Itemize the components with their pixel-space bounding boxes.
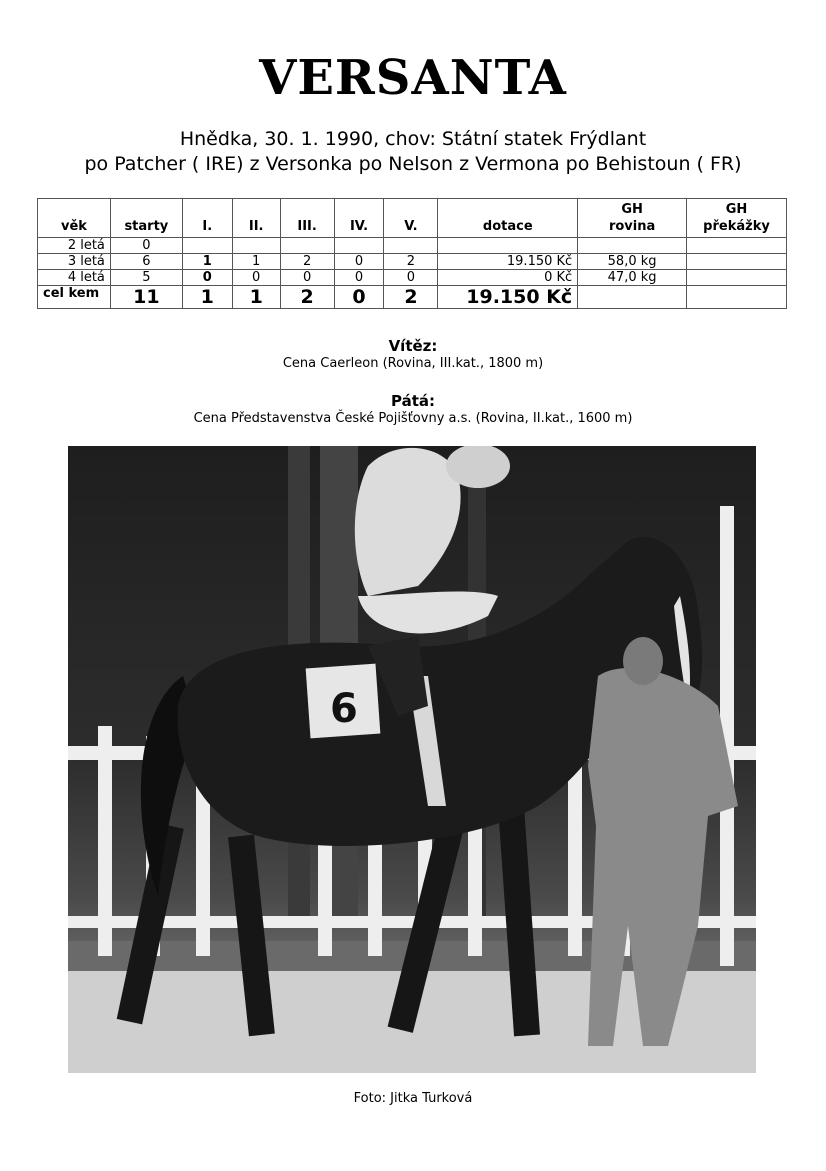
col-header-age: věk <box>38 199 111 238</box>
cell-total-prize: 19.150 Kč <box>438 286 578 309</box>
cell-gh-hurdle <box>687 254 787 270</box>
cell-p2 <box>232 238 280 254</box>
fifth-heading: Pátá: <box>390 392 435 410</box>
gh-hurdle-top: GH <box>725 202 748 217</box>
cell-gh-hurdle <box>687 270 787 286</box>
table-row <box>38 238 787 254</box>
cell-total-p3: 2 <box>280 286 334 309</box>
col-header-third: III. <box>280 199 334 238</box>
table-total-row <box>38 286 787 309</box>
horse-details: Hnědka, 30. 1. 1990, chov: Státní statek Frýdlant <box>179 128 647 150</box>
gh-flat-bottom: rovina <box>608 219 656 234</box>
pedigree-line: po Patcher ( IRE) z Versonka po Nelson z Vermona po Behistoun ( FR) <box>84 153 742 175</box>
cell-age: 2 letá <box>38 238 111 254</box>
cell-p1: 1 <box>182 254 232 270</box>
col-header-gh-flat <box>578 199 687 238</box>
cell-p1 <box>182 238 232 254</box>
table-header-row <box>38 199 787 238</box>
horse-name-title: VERSANTA <box>259 50 567 106</box>
fifth-race: Cena Představenstva České Pojišťovny a.s. (Rovina, II.kat., 1600 m) <box>193 411 633 426</box>
cell-p2: 0 <box>232 270 280 286</box>
cell-age: 3 letá <box>38 254 111 270</box>
col-header-second: II. <box>232 199 280 238</box>
cell-p3 <box>280 238 334 254</box>
cell-prize: 19.150 Kč <box>438 254 578 270</box>
cell-total-p4: 0 <box>334 286 384 309</box>
cell-gh-flat: 58,0 kg <box>578 254 687 270</box>
cell-total-p1: 1 <box>182 286 232 309</box>
cell-total-p5: 2 <box>384 286 438 309</box>
cell-age: 4 letá <box>38 270 111 286</box>
cell-starts: 6 <box>110 254 182 270</box>
col-header-fourth: IV. <box>334 199 384 238</box>
cell-p3: 0 <box>280 270 334 286</box>
cell-total-gh-hurdle <box>687 286 787 309</box>
saddle-cloth-number: 6 <box>330 686 358 732</box>
col-header-gh-hurdle <box>687 199 787 238</box>
cell-p5: 2 <box>384 254 438 270</box>
cell-p4 <box>334 238 384 254</box>
cell-p5 <box>384 238 438 254</box>
col-header-fifth: V. <box>384 199 438 238</box>
cell-p2: 1 <box>232 254 280 270</box>
cell-total-label: cel kem <box>38 286 111 309</box>
cell-total-starts: 11 <box>110 286 182 309</box>
gh-flat-top: GH <box>621 202 643 217</box>
cell-p1: 0 <box>182 270 232 286</box>
gh-hurdle-bottom: překážky <box>703 219 770 234</box>
col-header-prize: dotace <box>438 199 578 238</box>
cell-gh-flat: 47,0 kg <box>578 270 687 286</box>
horse-photo <box>68 446 756 1073</box>
cell-p4: 0 <box>334 254 384 270</box>
winner-race: Cena Caerleon (Rovina, III.kat., 1800 m) <box>282 356 544 371</box>
table-row <box>38 270 787 286</box>
winner-heading: Vítěz: <box>388 337 438 355</box>
photo-credit: Foto: Jitka Turková <box>353 1091 473 1106</box>
table-row <box>38 254 787 270</box>
cell-starts: 0 <box>110 238 182 254</box>
cell-prize <box>438 238 578 254</box>
cell-p3: 2 <box>280 254 334 270</box>
col-header-starts: starty <box>110 199 182 238</box>
cell-gh-hurdle <box>687 238 787 254</box>
cell-total-p2: 1 <box>232 286 280 309</box>
cell-total-gh-flat <box>578 286 687 309</box>
cell-prize: 0 Kč <box>438 270 578 286</box>
race-record-table <box>37 198 787 309</box>
col-header-first: I. <box>182 199 232 238</box>
cell-gh-flat <box>578 238 687 254</box>
cell-p4: 0 <box>334 270 384 286</box>
cell-p5: 0 <box>384 270 438 286</box>
cell-starts: 5 <box>110 270 182 286</box>
